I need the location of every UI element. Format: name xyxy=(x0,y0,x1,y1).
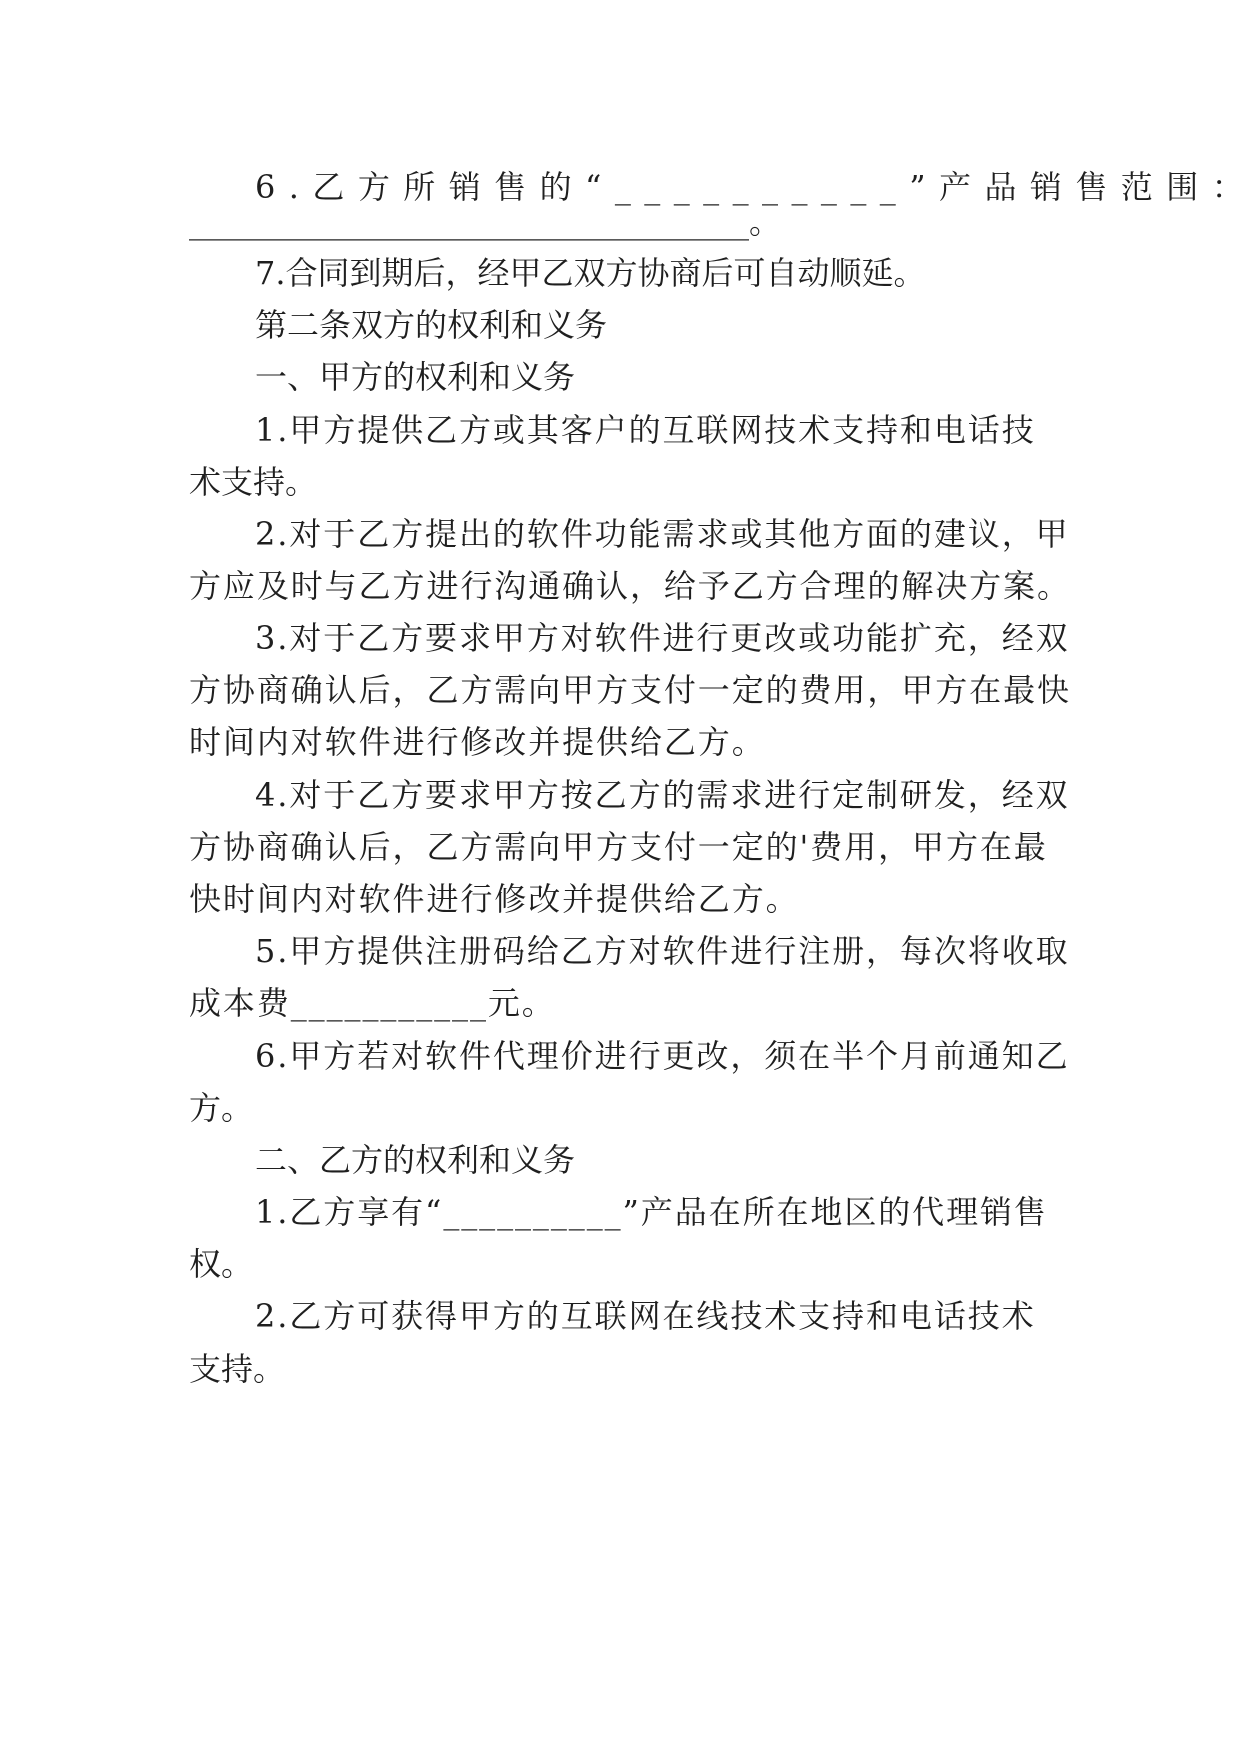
party-a-item-3-line-3: 时间内对软件进行修改并提供给乙方。 xyxy=(189,723,766,761)
party-a-item-4-line-1: 4.对于乙方要求甲方按乙方的需求进行定制研发，经双 xyxy=(255,776,1070,814)
clause-7-renewal: 7.合同到期后，经甲乙双方协商后可自动顺延。 xyxy=(255,254,926,292)
party-a-item-6-line-1: 6.甲方若对软件代理价进行更改，须在半个月前通知乙 xyxy=(255,1037,1070,1075)
section-party-a-heading: 一、甲方的权利和义务 xyxy=(255,358,576,396)
party-a-item-1-line-2: 术支持。 xyxy=(189,463,318,501)
party-a-item-3-line-2: 方协商确认后，乙方需向甲方支付一定的费用，甲方在最快 xyxy=(189,671,1071,709)
sales-scope-blank-line: ___________________________________。 xyxy=(189,203,782,241)
party-b-item-2-line-2: 支持。 xyxy=(189,1350,286,1388)
party-a-item-1-line-1: 1.甲方提供乙方或其客户的互联网技术支持和电话技 xyxy=(255,411,1036,449)
party-a-item-3-line-1: 3.对于乙方要求甲方对软件进行更改或功能扩充，经双 xyxy=(255,619,1070,657)
party-a-item-6-line-2: 方。 xyxy=(189,1089,254,1127)
party-b-item-2-line-1: 2.乙方可获得甲方的互联网在线技术支持和电话技术 xyxy=(255,1297,1036,1335)
party-a-item-2-line-2: 方应及时与乙方进行沟通确认，给予乙方合理的解决方案。 xyxy=(189,567,1071,605)
party-b-item-1-line-2: 权。 xyxy=(189,1245,254,1283)
clause-6-sales-scope: 6.乙方所销售的“__________”产品销售范围： xyxy=(255,168,1257,206)
party-a-item-4-line-2: 方协商确认后，乙方需向甲方支付一定的'费用，甲方在最 xyxy=(189,828,1048,866)
party-a-item-5-line-2: 成本费___________元。 xyxy=(189,984,556,1022)
party-a-item-4-line-3: 快时间内对软件进行修改并提供给乙方。 xyxy=(189,880,800,918)
party-a-item-5-line-1: 5.甲方提供注册码给乙方对软件进行注册，每次将收取 xyxy=(255,932,1070,970)
article-2-heading: 第二条双方的权利和义务 xyxy=(255,306,608,344)
party-a-item-2-line-1: 2.对于乙方提出的软件功能需求或其他方面的建议，甲 xyxy=(255,515,1070,553)
section-party-b-heading: 二、乙方的权利和义务 xyxy=(255,1141,576,1179)
party-b-item-1-line-1: 1.乙方享有“__________”产品在所在地区的代理销售 xyxy=(255,1193,1048,1231)
